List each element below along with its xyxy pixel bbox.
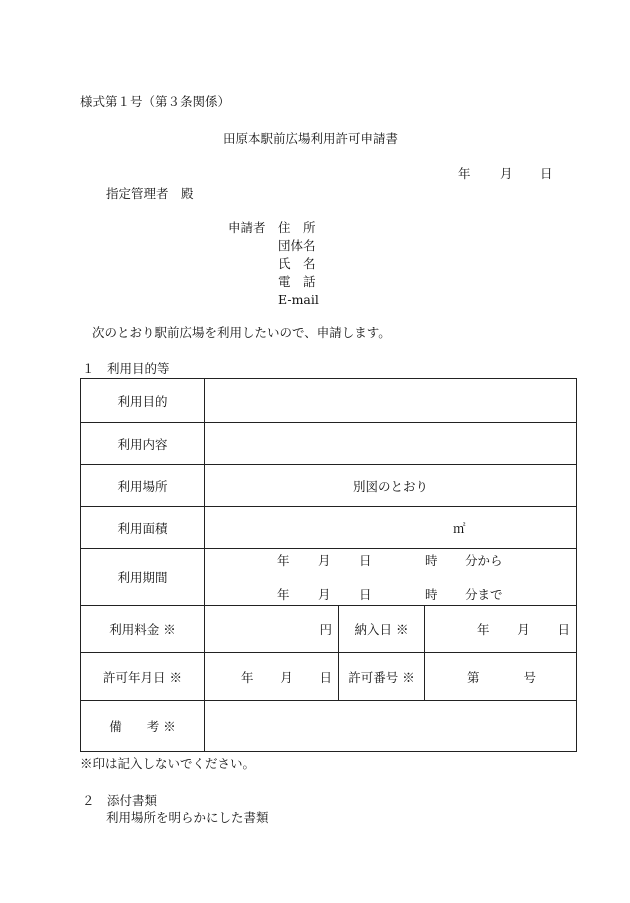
purpose-field[interactable] xyxy=(205,379,577,423)
permit-row xyxy=(81,653,577,701)
area-field[interactable] xyxy=(205,507,577,549)
content-label: 利用内容 xyxy=(81,423,205,465)
attachment-text: 利用場所を明らかにした書類 xyxy=(106,810,269,825)
period-to-day: 日 xyxy=(359,587,372,602)
applicant-label: 申請者 xyxy=(228,220,266,235)
period-field[interactable] xyxy=(205,549,577,606)
date-day: 日 xyxy=(540,166,553,181)
remarks-field[interactable] xyxy=(205,701,577,752)
permit-number-label: 許可番号 ※ xyxy=(339,653,425,701)
content-field[interactable] xyxy=(205,423,577,465)
remarks-row xyxy=(81,701,577,752)
period-to-hour: 時 xyxy=(425,587,438,602)
date-month: 月 xyxy=(500,166,513,181)
permit-month: 月 xyxy=(280,669,293,685)
section-2-heading: ２ 添付書類 xyxy=(82,793,158,808)
period-to-month: 月 xyxy=(318,587,331,602)
payment-date-label: 納入日 ※ xyxy=(339,606,425,653)
date-year: 年 xyxy=(458,166,471,181)
permit-date-label: 許可年月日 ※ xyxy=(81,653,205,701)
purpose-label: 利用目的 xyxy=(81,379,205,423)
permit-year: 年 xyxy=(241,669,254,685)
fee-row xyxy=(81,606,577,653)
place-row xyxy=(81,465,577,507)
fee-field[interactable] xyxy=(205,606,339,653)
period-label: 利用期間 xyxy=(81,549,205,606)
period-from-suffix: 分から xyxy=(465,553,503,568)
payment-day: 日 xyxy=(557,622,571,637)
fee-label: 利用料金 ※ xyxy=(81,606,205,653)
permit-date-field[interactable] xyxy=(205,653,339,701)
area-row xyxy=(81,507,577,549)
usage-table xyxy=(80,378,577,752)
payment-year: 年 xyxy=(477,622,490,637)
applicant-org-label: 団体名 xyxy=(278,238,316,253)
purpose-row xyxy=(81,379,577,423)
period-from-month: 月 xyxy=(318,553,331,568)
permit-day: 日 xyxy=(319,669,332,685)
place-label: 利用場所 xyxy=(81,465,205,507)
period-to-suffix: 分まで xyxy=(465,587,503,602)
remarks-label: 備 考 ※ xyxy=(81,701,205,752)
period-row xyxy=(81,549,577,606)
area-unit: ㎡ xyxy=(453,520,466,536)
period-from-day: 日 xyxy=(359,553,372,568)
period-from-year: 年 xyxy=(277,553,290,568)
payment-month: 月 xyxy=(517,622,530,637)
place-value: 別図のとおり xyxy=(205,465,577,507)
applicant-address-label: 住 所 xyxy=(278,220,316,235)
permit-number-suffix: 号 xyxy=(523,669,537,685)
period-to-year: 年 xyxy=(277,587,290,602)
payment-date-field[interactable] xyxy=(425,606,577,653)
fee-unit: 円 xyxy=(319,622,332,637)
applicant-phone-label: 電 話 xyxy=(278,274,316,289)
intro-text: 次のとおり駅前広場を利用したいので、申請します。 xyxy=(92,325,391,340)
content-row xyxy=(81,423,577,465)
applicant-name-label: 氏 名 xyxy=(278,256,316,271)
applicant-email-label: E-mail xyxy=(278,292,319,307)
section-1-heading: １ 利用目的等 xyxy=(82,361,170,376)
period-from-hour: 時 xyxy=(425,553,438,568)
permit-number-prefix: 第 xyxy=(467,669,480,685)
addressee: 指定管理者 殿 xyxy=(106,186,194,201)
document-title: 田原本駅前広場利用許可申請書 xyxy=(223,131,399,146)
note-text: ※印は記入しないでください。 xyxy=(80,756,256,771)
form-number: 様式第１号（第３条関係） xyxy=(80,94,231,109)
permit-number-field[interactable] xyxy=(425,653,577,701)
area-label: 利用面積 xyxy=(81,507,205,549)
